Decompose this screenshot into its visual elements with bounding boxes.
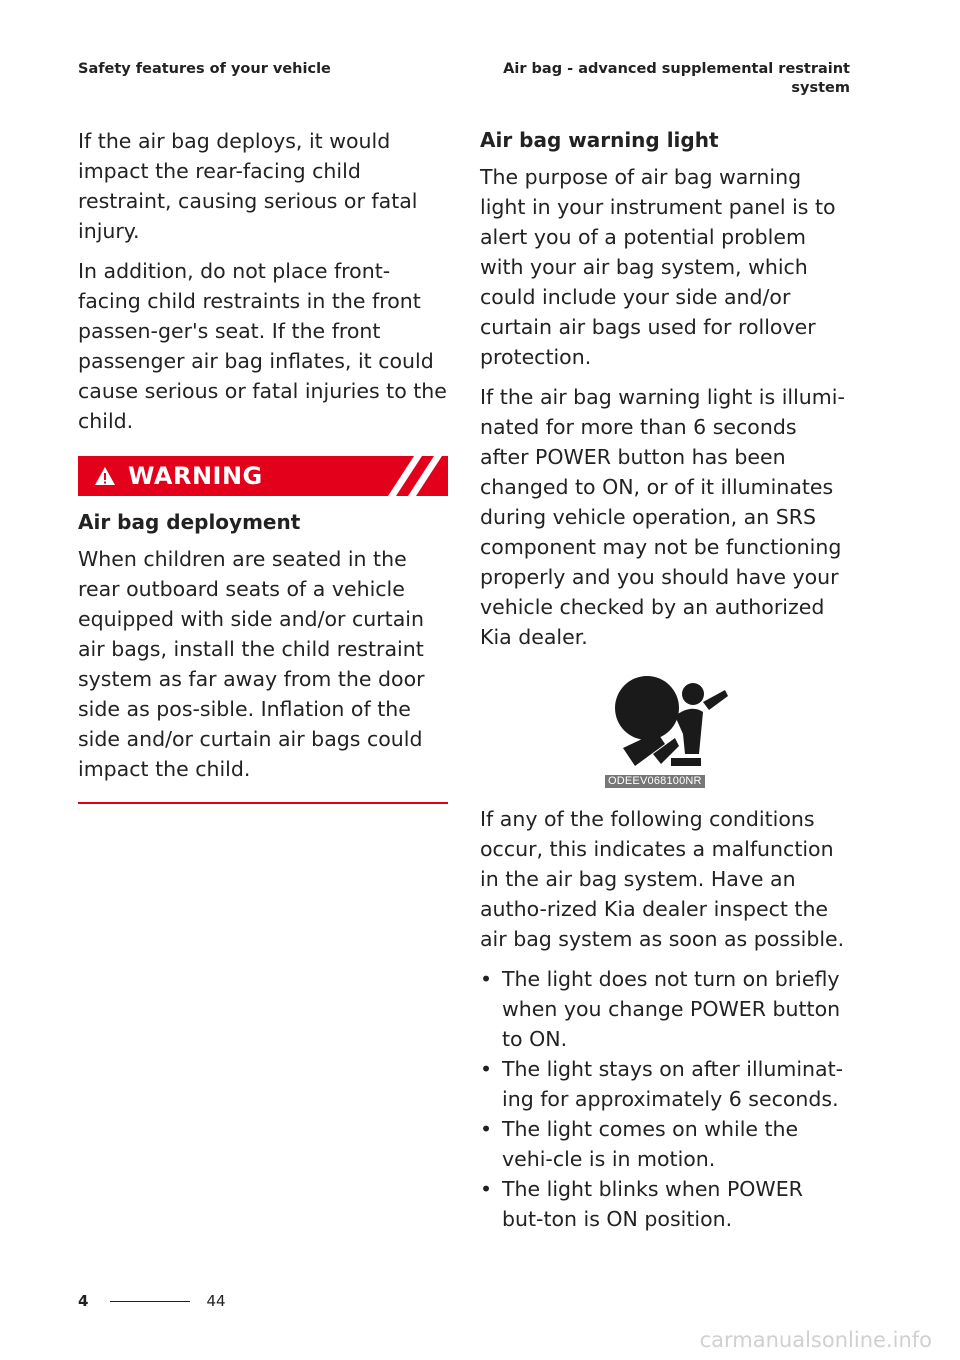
conditions-intro: If any of the following conditions occur, this indicates a malfunction in the air bag system. Have an autho-rized Kia dealer inspect the air bag system as soon as possible. (480, 807, 845, 951)
list-item (480, 1054, 850, 1114)
airbag-warning-icon (605, 670, 735, 782)
page-footer (78, 1292, 226, 1310)
list-item-text: The light does not turn on briefly when you change POWER button to ON. (502, 967, 841, 1051)
airbag-warning-figure (605, 670, 735, 788)
left-column (78, 126, 448, 804)
figure-code-label: ODEEV068100NR (605, 775, 705, 788)
warning-triangle-icon (94, 465, 116, 487)
warning-label: WARNING (128, 462, 263, 490)
warning-banner (78, 456, 448, 496)
warning-end-rule (78, 802, 448, 804)
right-column (480, 126, 850, 1234)
list-item (480, 1114, 850, 1174)
list-item-text: The light stays on after illuminat-ing for approximately 6 seconds. (502, 1057, 844, 1111)
running-header-right-line1: Air bag - advanced supplemental restraint (503, 61, 850, 77)
bullet-glyph: • (480, 1117, 493, 1141)
warning-stripes-decoration (378, 456, 448, 496)
chapter-number: 4 (78, 1292, 89, 1310)
running-header-left: Safety features of your vehicle (78, 61, 331, 77)
paragraph: If the air bag deploys, it would impact the rear-facing child restraint, causing serious or fatal injury. (78, 129, 418, 243)
running-header-right-line2: system (791, 80, 850, 96)
conditions-list (480, 964, 850, 1234)
list-item-text: The light blinks when POWER but-ton is ON position. (502, 1177, 803, 1231)
list-item-text: The light comes on while the vehi-cle is in motion. (502, 1117, 799, 1171)
list-item (480, 964, 850, 1054)
paragraph: The purpose of air bag warning light in your instrument panel is to alert you of a potential problem with your air bag system, which could include your side and/or curtain air bags used for rollover protection. (480, 165, 836, 369)
paragraph: In addition, do not place front-facing child restraints in the front passen-ger's seat. If the front passenger air bag inflates, it could cause serious or fatal injuries to the child. (78, 259, 447, 433)
bullet-glyph: • (480, 1177, 493, 1201)
bullet-glyph: • (480, 967, 493, 991)
warning-text: When children are seated in the rear outboard seats of a vehicle equipped with side and/or curtain air bags, install the child restraint system as far away from the door side as pos-sible. Inflation of the side and/or curtain air bags could impact the child. (78, 547, 425, 781)
bullet-glyph: • (480, 1057, 493, 1081)
running-header-right (490, 60, 850, 98)
page-number: 44 (206, 1292, 226, 1310)
section-title: Air bag warning light (480, 128, 719, 152)
warning-title: Air bag deployment (78, 510, 301, 534)
list-item (480, 1174, 850, 1234)
watermark: carmanualsonline.info (699, 1328, 932, 1352)
paragraph: If the air bag warning light is illumi-nated for more than 6 seconds after POWER button has been changed to ON, or of it illuminates during vehicle operation, an SRS component may not be functioning properly and you should have your vehicle checked by an authorized Kia dealer. (480, 385, 845, 649)
footer-rule (110, 1301, 190, 1302)
